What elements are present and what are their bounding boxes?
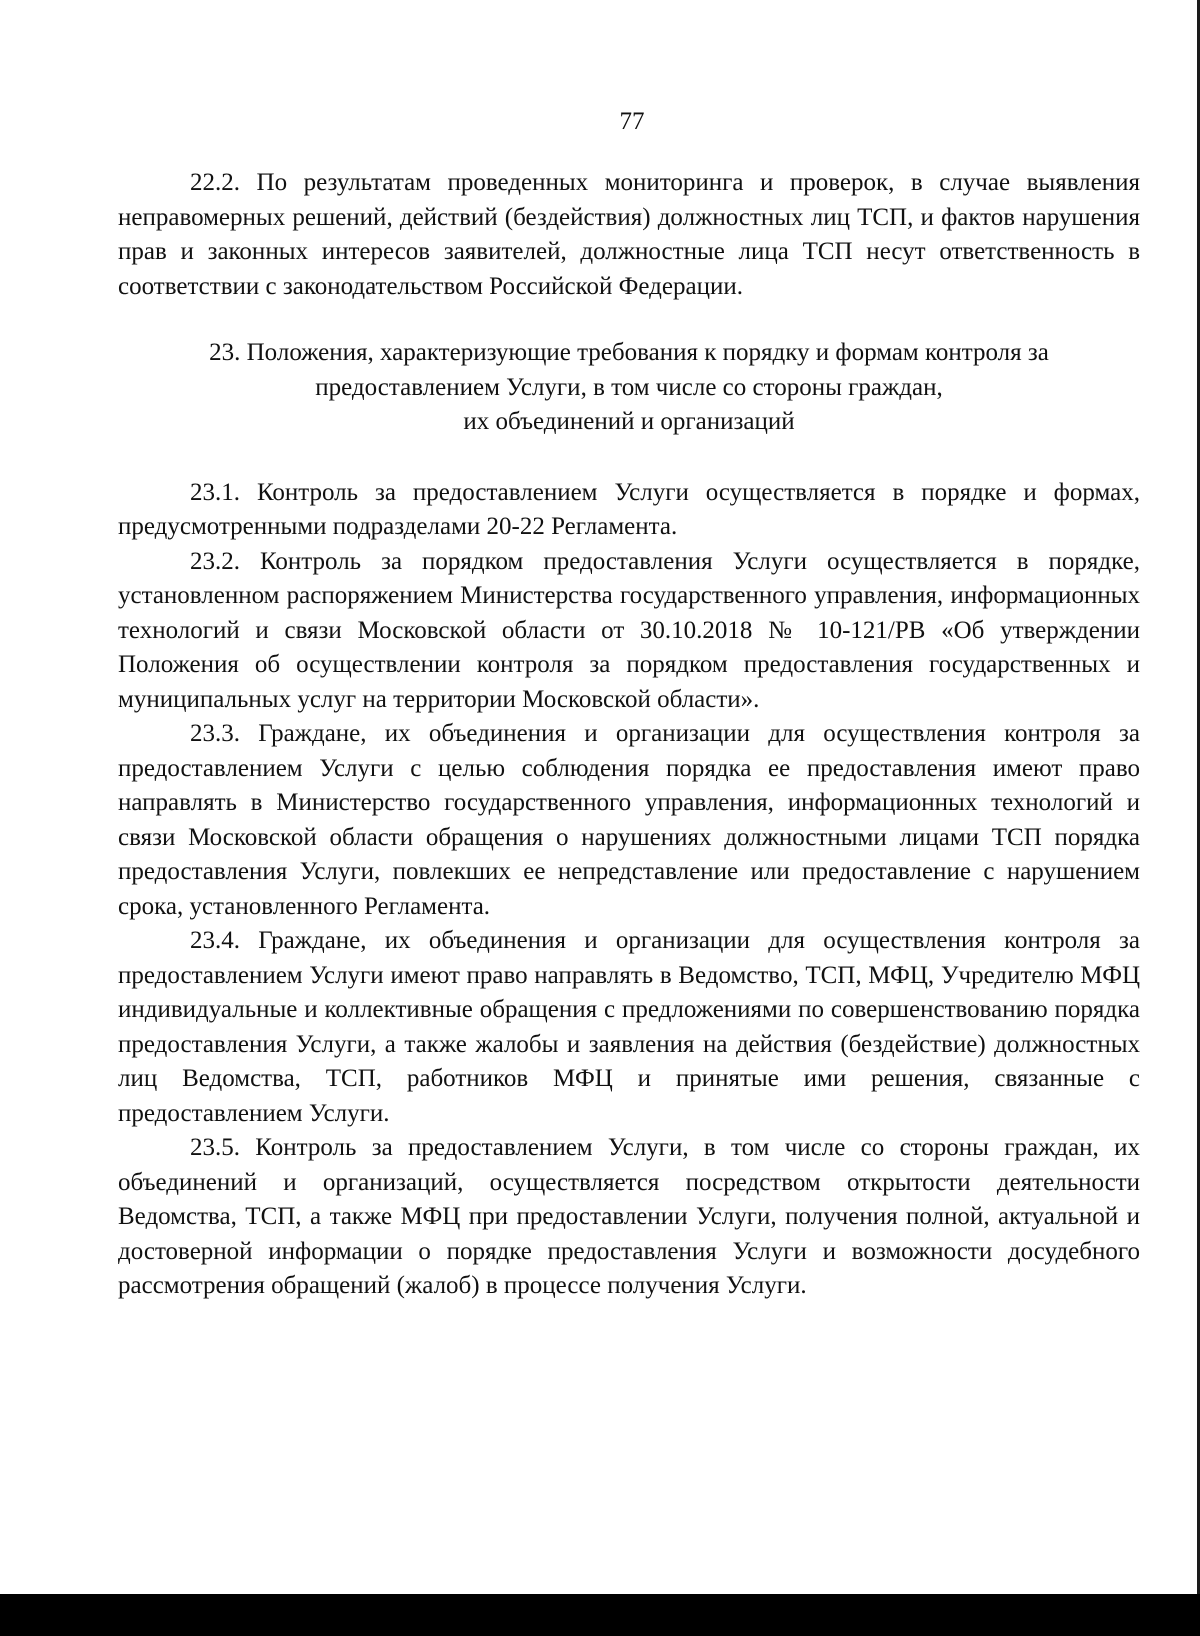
paragraph-23-3: 23.3. Граждане, их объединения и организации для осуществления контроля за предоставлением Услуги с целью соблюдения порядка ее предоставления имеют право направлять в Министерство государственного управления, информационных технологий и связи Московской области обращения о нарушениях должностными лицами ТСП порядка предоставления Услуги, повлекших ее непредставление или предоставление с нарушением срока, установленного Регламента. (118, 720, 1140, 920)
paragraph-23-1: 23.1. Контроль за предоставлением Услуги осуществляется в порядке и формах, предусмотренными подразделами 20-22 Регламента. (118, 478, 1140, 540)
section-title-line-2: предоставлением Услуги, в том числе со стороны граждан, (315, 373, 943, 401)
section-title-line-1: 23. Положения, характеризующие требования к порядку и формам контроля за (209, 339, 1049, 366)
scan-bottom-edge (0, 1594, 1200, 1636)
section-23-title (118, 336, 1140, 440)
document-body (118, 166, 1140, 1304)
page-number: 77 (619, 108, 645, 135)
paragraph-23-2: 23.2. Контроль за порядком предоставления Услуги осуществляется в порядке, установленном распоряжением Министерства государственного управления, информационных технологий и связи Московской области от 30.10.2018 № 10-121/РВ «Об утверждении Положения об осуществлении контроля за порядком предоставления государственных и муниципальных услуг на территории Московской области». (118, 547, 1140, 713)
paragraph-23-4: 23.4. Граждане, их объединения и организации для осуществления контроля за предоставлением Услуги имеют право направлять в Ведомство, ТСП, МФЦ, Учредителю МФЦ индивидуальные и коллективные обращения с предложениями по совершенствованию порядка предоставления Услуги, а также жалобы и заявления на действия (бездействие) должностных лиц Ведомства, ТСП, работников МФЦ и принятые ими решения, связанные с предоставлением Услуги. (118, 927, 1140, 1127)
paragraph-23-5: 23.5. Контроль за предоставлением Услуги, в том числе со стороны граждан, их объединений и организаций, осуществляется посредством открытости деятельности Ведомства, ТСП, а также МФЦ при предоставлении Услуги, получения полной, актуальной и достоверной информации о порядке предоставления Услуги и возможности досудебного рассмотрения обращений (жалоб) в процессе получения Услуги. (118, 1134, 1140, 1299)
section-title-line-3: их объединений и организаций (463, 408, 795, 435)
paragraph-22-2: 22.2. По результатам проведенных мониторинга и проверок, в случае выявления неправомерных решений, действий (бездействия) должностных лиц ТСП, и фактов нарушения прав и законных интересов заявителей, должностные лица ТСП несут ответственность в соответствии с законодательством Российской Федерации. (118, 169, 1140, 300)
